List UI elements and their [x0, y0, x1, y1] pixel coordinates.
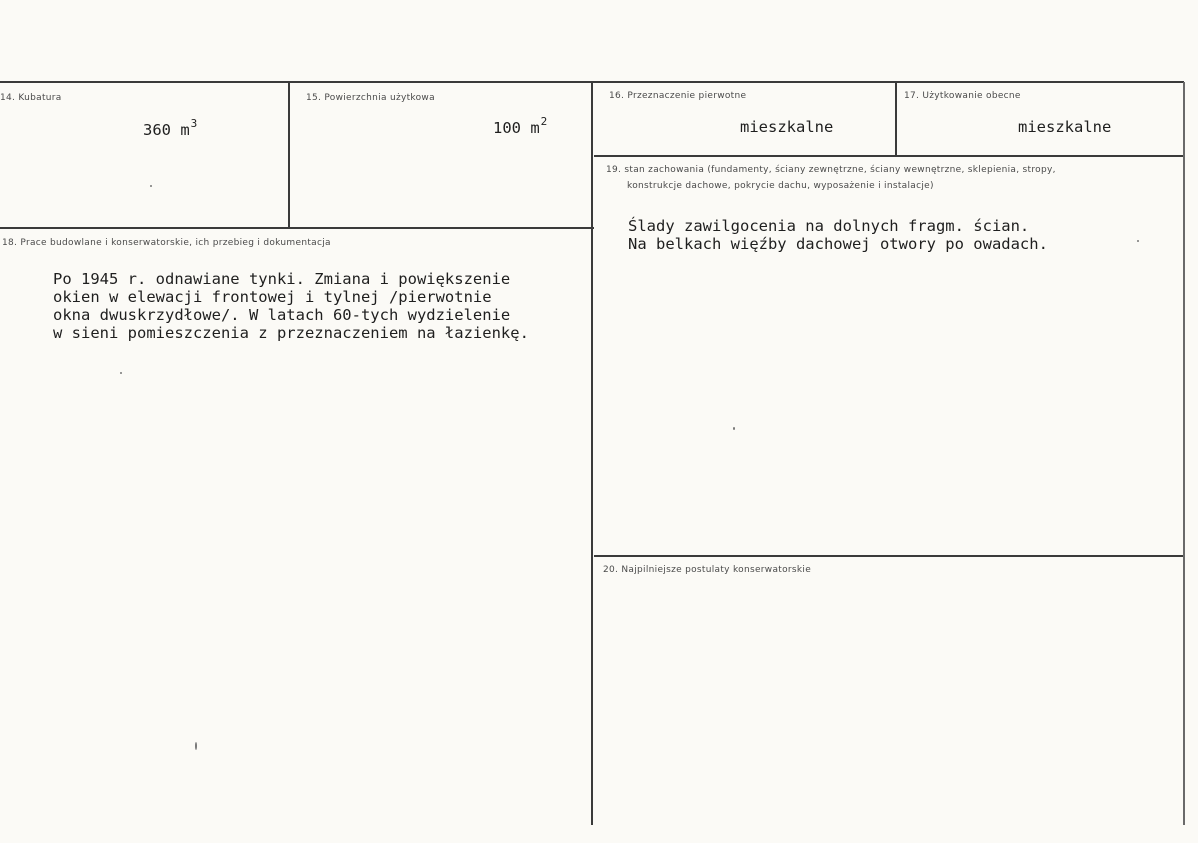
kubatura-label: 14. Kubatura: [0, 93, 62, 103]
stan-label-line1: 19. stan zachowania (fundamenty, ściany zewnętrzne, ściany wewnętrzne, sklepienia, stropy,: [606, 165, 1056, 175]
center-divider: [591, 82, 593, 825]
paper-speck: [733, 427, 735, 430]
uzytkowanie-label: 17. Użytkowanie obecne: [904, 91, 1021, 101]
paper-speck: [1137, 240, 1139, 242]
row1-bottom-line-left: [0, 227, 594, 229]
przeznaczenie-label: 16. Przeznaczenie pierwotne: [609, 91, 747, 101]
powierzchnia-value: [493, 115, 548, 139]
right-border-line: [1183, 82, 1185, 825]
prace-line: w sieni pomieszczenia z przeznaczeniem na łazienkę.: [53, 324, 529, 342]
powierzchnia-label: 15. Powierzchnia użytkowa: [306, 93, 435, 103]
uzytkowanie-value: mieszkalne: [1018, 118, 1112, 136]
kubatura-number: 360 m: [143, 121, 190, 139]
prace-line: Po 1945 r. odnawiane tynki. Zmiana i powiększenie: [53, 270, 511, 288]
powierzchnia-exponent: 2: [540, 115, 548, 128]
kubatura-value: [143, 117, 198, 141]
section20-top-line: [594, 555, 1184, 557]
prace-line: okien w elewacji frontowej i tylnej /pierwotnie: [53, 288, 492, 306]
stan-label-line2: konstrukcje dachowe, pokrycie dachu, wyposażenie i instalacje): [627, 181, 934, 191]
stan-line: Na belkach więźby dachowej otwory po owadach.: [628, 235, 1048, 253]
paper-speck: [150, 185, 152, 187]
przeznaczenie-value: mieszkalne: [740, 118, 834, 136]
prace-label: 18. Prace budowlane i konserwatorskie, ich przebieg i dokumentacja: [2, 238, 331, 248]
postulaty-label: 20. Najpilniejsze postulaty konserwatorskie: [603, 565, 812, 575]
kubatura-exponent: 3: [190, 117, 198, 130]
divider-14-15: [288, 82, 290, 228]
row1-bottom-line-right: [594, 155, 1184, 157]
prace-line: okna dwuskrzydłowe/. W latach 60-tych wydzielenie: [53, 306, 511, 324]
paper-speck: [195, 742, 197, 750]
divider-16-17: [895, 82, 897, 156]
stan-line: Ślady zawilgocenia na dolnych fragm. ścian.: [628, 217, 1030, 235]
paper-speck: [120, 372, 122, 374]
powierzchnia-number: 100 m: [493, 119, 540, 137]
